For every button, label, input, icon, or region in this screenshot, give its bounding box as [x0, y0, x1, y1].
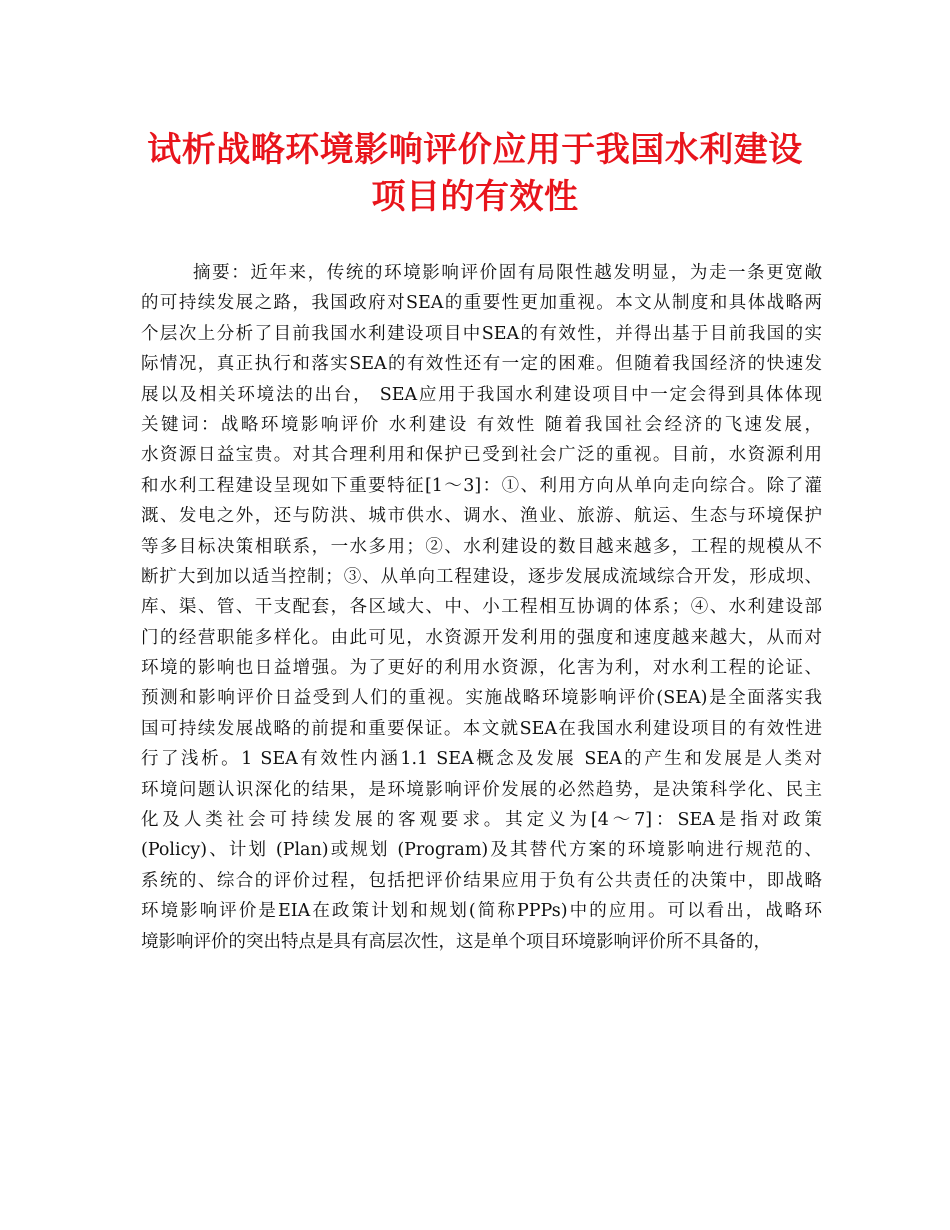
body-line: 摘要：近年来，传统的环境影响评价固有局限性越发明显，为走一条更宽敞	[193, 263, 822, 283]
body-line: (Policy)、计划 (Plan)或规划 (Program)及其替代方案的环境影响进行规范的、	[141, 840, 822, 861]
body-line: 化及人类社会可持续发展的客观要求。其定义为[4～7]：SEA是指对政策	[141, 810, 822, 831]
body-line: 和水利工程建设呈现如下重要特征[1～3]：①、利用方向从单向走向综合。除了灌	[141, 475, 822, 496]
document-title-line-1: 试析战略环境影响评价应用于我国水利建设	[147, 130, 803, 170]
document-title-line-2: 项目的有效性	[371, 177, 579, 217]
body-line: 断扩大到加以适当控制；③、从单向工程建设，逐步发展成流域综合开发，形成坝、	[141, 566, 822, 587]
body-line: 环境的影响也日益增强。为了更好的利用水资源，化害为利，对水利工程的论证、	[141, 658, 822, 679]
body-line: 境影响评价的突出特点是具有高层次性，这是单个项目环境影响评价所不具备的，	[141, 931, 771, 952]
body-line: 环境问题认识深化的结果，是环境影响评价发展的必然趋势，是决策科学化、民主	[141, 779, 822, 800]
body-line: 预测和影响评价日益受到人们的重视。实施战略环境影响评价(SEA)是全面落实我	[141, 688, 822, 709]
body-line: 国可持续发展战略的前提和重要保证。本文就SEA在我国水利建设项目的有效性进	[141, 718, 822, 739]
body-line: 系统的、综合的评价过程，包括把评价结果应用于负有公共责任的决策中，即战略	[141, 870, 822, 891]
body-line: 际情况，真正执行和落实SEA的有效性还有一定的困难。但随着我国经济的快速发	[141, 354, 822, 375]
body-line: 展以及相关环境法的出台， SEA应用于我国水利建设项目中一定会得到具体体现	[141, 384, 822, 405]
body-line: 个层次上分析了目前我国水利建设项目中SEA的有效性，并得出基于目前我国的实	[141, 323, 822, 344]
body-line: 关键词：战略环境影响评价 水利建设 有效性 随着我国社会经济的飞速发展，	[141, 414, 822, 435]
body-line: 等多目标决策相联系，一水多用；②、水利建设的数目越来越多，工程的规模从不	[141, 536, 822, 557]
body-line: 门的经营职能多样化。由此可见，水资源开发利用的强度和速度越来越大，从而对	[141, 627, 822, 648]
body-line: 行了浅析。1 SEA有效性内涵1.1 SEA概念及发展 SEA的产生和发展是人类对	[141, 749, 822, 770]
body-line: 库、渠、管、干支配套，各区域大、中、小工程相互协调的体系；④、水利建设部	[141, 597, 822, 618]
body-line: 的可持续发展之路，我国政府对SEA的重要性更加重视。本文从制度和具体战略两	[141, 293, 822, 314]
body-line: 环境影响评价是EIA在政策计划和规划(简称PPPs)中的应用。可以看出，战略环	[141, 901, 822, 922]
body-line: 溉、发电之外，还与防洪、城市供水、调水、渔业、旅游、航运、生态与环境保护	[141, 506, 822, 527]
document-body	[141, 258, 822, 957]
body-line: 水资源日益宝贵。对其合理利用和保护已受到社会广泛的重视。目前，水资源利用	[141, 445, 822, 466]
